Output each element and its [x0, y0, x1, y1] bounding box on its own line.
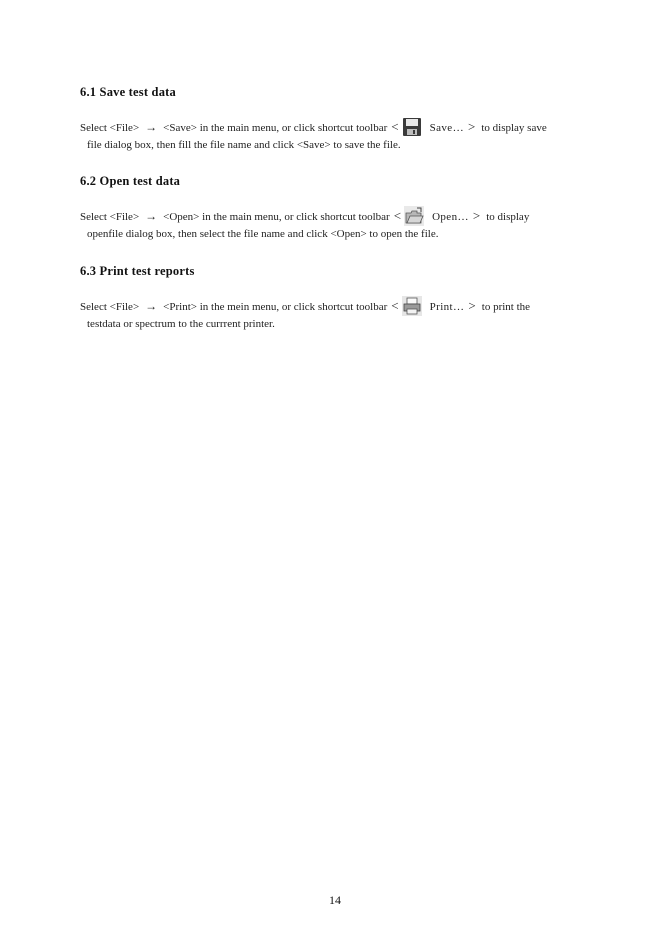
open-bracket: <	[393, 208, 402, 223]
text-after: to print the	[481, 301, 531, 313]
text-before: Select <File>	[80, 211, 140, 223]
open-bracket: <	[391, 298, 399, 313]
section-print-line2: testdata or spectrum to the currrent printer.	[87, 318, 275, 330]
open-bracket: <	[391, 119, 399, 134]
save-toolbar-label: Save…	[429, 122, 464, 134]
close-bracket: >	[468, 298, 476, 313]
open-folder-icon	[404, 206, 424, 226]
page-number: 14	[329, 893, 341, 907]
section-title-open: 6.2 Open test data	[80, 174, 181, 188]
text-after: to display	[486, 211, 530, 223]
section-save-line2: file dialog box, then fill the file name and click <Save> to save the file.	[87, 139, 401, 151]
print-toolbar-label: Print…	[429, 301, 465, 313]
close-bracket: >	[468, 119, 476, 134]
close-bracket: >	[472, 208, 481, 223]
text-middle: <Save> in the main menu, or click shortcut toolbar	[163, 122, 388, 134]
arrow-icon: →	[145, 299, 158, 313]
section-title-print: 6.3 Print test reports	[80, 264, 195, 278]
arrow-icon: →	[145, 120, 158, 134]
section-open-line2: openfile dialog box, then select the file name and click <Open> to open the file.	[87, 228, 439, 240]
section-save-line1	[80, 117, 547, 137]
open-toolbar-label: Open…	[432, 211, 469, 223]
text-middle: <Open> in the main menu, or click shortcut toolbar	[163, 211, 390, 223]
text-before: Select <File>	[80, 122, 140, 134]
text-before: Select <File>	[80, 301, 140, 313]
text-after: to display save	[481, 122, 547, 134]
section-title-save: 6.1 Save test data	[80, 85, 176, 99]
text-middle: <Print> in the mein menu, or click shortcut toolbar	[163, 301, 388, 313]
arrow-icon: →	[145, 209, 158, 223]
section-open-line1	[80, 206, 529, 226]
section-print-line1	[80, 296, 530, 316]
save-disk-icon	[402, 117, 422, 137]
printer-icon	[402, 296, 422, 316]
